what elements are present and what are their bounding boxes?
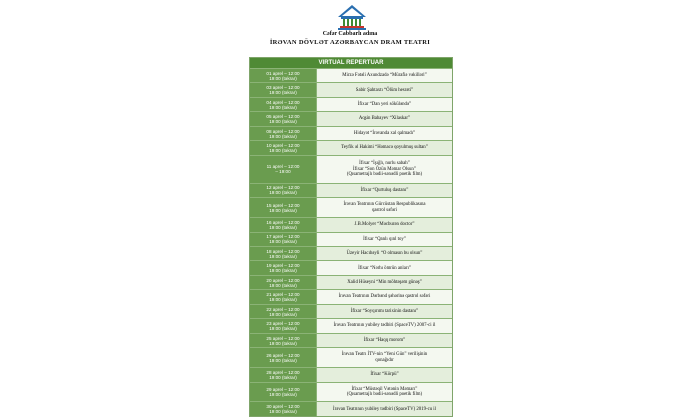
theatre-name-prefix: Cəfər Cabbarlı adına [322,31,378,37]
schedule-event: İrəvan Teatrının Gürcüstan Respublikasına qastrol səfəri [317,198,452,217]
schedule-row [250,232,452,246]
schedule-event: Teyfik əl Hakimi “Həmacə qoyulmuş sultan” [317,141,452,154]
schedule-row [250,333,452,347]
theatre-name: İRƏVAN DÖVLƏT AZƏRBAYCAN DRAM TEATRI [269,39,431,46]
schedule-event: Hidayət “İrəvanda xal qalmadı” [317,127,452,140]
schedule-event: Üzeyir Hacıbəyli “O olmasın bu olsun” [317,247,452,260]
schedule-row [250,382,452,402]
schedule-date: 08 aprel – 12:00 19:00 (təkrar) [250,127,317,140]
schedule-event: İfixar “Soyqırımı tarixinin dastanı” [317,305,452,318]
schedule-row [250,140,452,154]
schedule-row [250,347,452,367]
schedule-event: İfixar “Haqq morom” [317,334,452,347]
schedule-row [250,260,452,274]
schedule-date: 22 aprel – 12:00 19:00 (təkrar) [250,305,317,318]
schedule-date: 20 aprel – 12:00 19:00 (təkrar) [250,276,317,289]
schedule-event: İfixar “Dan yeri söküləndə” [317,98,452,111]
schedule-row [250,367,452,381]
schedule-date: 18 aprel – 12:00 19:00 (təkrar) [250,247,317,260]
schedule-date: 04 aprel – 12:00 19:00 (təkrar) [250,98,317,111]
schedule-date: 25 aprel – 12:00 19:00 (təkrar) [250,334,317,347]
schedule-event: İfixar “Nərhı ömrün anları” [317,261,452,274]
schedule-event: İrəvan Teatrının yubiley tədbiri (SpaceTV) 2019-cu il [317,402,452,415]
schedule-row [250,183,452,197]
schedule-event: İfixar “Müstəqil Vətənin Məmarı” (Qısametrajlı bədii-sənədli poetik film) [317,383,452,402]
schedule-date: 11 aprel – 12:00 – 19:00 [250,156,317,183]
schedule-row [250,111,452,125]
theatre-logo [336,3,368,31]
schedule-date: 10 aprel – 12:00 19:00 (təkrar) [250,141,317,154]
schedule-rows [250,68,452,416]
schedule-row [250,275,452,289]
schedule-date: 30 aprel – 12:00 19:00 (təkrar) [250,402,317,415]
schedule-date: 17 aprel – 12:00 19:00 (təkrar) [250,233,317,246]
schedule-event: İrəvan Teatrı İTV-nin “Yeni Gün” verilişinin qonağıdır [317,348,452,367]
schedule-date: 26 aprel – 12:00 19:00 (təkrar) [250,348,317,367]
schedule-row [250,82,452,96]
schedule-date: 03 aprel – 12:00 19:00 (təkrar) [250,83,317,96]
schedule-event: İfixar “Qanlı qınl toy” [317,233,452,246]
schedule-date: 16 aprel – 12:00 19:00 (təkrar) [250,218,317,231]
schedule-event: J.B.Molyer “Məcburən doctor” [317,218,452,231]
schedule-date: 12 aprel – 12:00 19:00 (təkrar) [250,184,317,197]
schedule-date: 29 aprel – 12:00 19:00 (təkrar) [250,383,317,402]
schedule-event: İfixar “İşığlı, nurlu sabah” İfixar “Son Özün Məmar Olsun” (Qısametrajlı bədii-sənədli poetik film) [317,156,452,183]
schedule-date: 21 aprel – 12:00 19:00 (təkrar) [250,290,317,303]
schedule-date: 19 aprel – 12:00 19:00 (təkrar) [250,261,317,274]
theatre-building-icon [336,3,368,31]
schedule-title: VIRTUAL REPERTUAR [250,58,452,68]
schedule-event: İrəvan Teatrının Dərbənd şəhərinə qastrol səfəri [317,290,452,303]
schedule-row [250,318,452,332]
schedule-row [250,126,452,140]
schedule-row [250,304,452,318]
schedule-row [250,401,452,415]
schedule-event: Sabir Şahtaxtı “Ölüm hesrəti” [317,83,452,96]
schedule-row [250,246,452,260]
schedule-row [250,289,452,303]
schedule-row [250,155,452,183]
schedule-date: 23 aprel – 12:00 19:00 (təkrar) [250,319,317,332]
schedule-date: 28 aprel – 12:00 19:00 (təkrar) [250,368,317,381]
schedule-table [249,57,453,417]
schedule-row [250,97,452,111]
schedule-event: İfixar “Qurtuluş dastanı” [317,184,452,197]
schedule-date: 05 aprel – 12:00 19:00 (təkrar) [250,112,317,125]
schedule-date: 01 aprel – 12:00 19:00 (təkrar) [250,69,317,82]
schedule-row [250,68,452,82]
schedule-event: İfixar “Körpü” [317,368,452,381]
schedule-date: 15 aprel – 12:00 19:00 (təkrar) [250,198,317,217]
schedule-row [250,217,452,231]
schedule-event: Xalid Hüseyni “Min möhtəşəm günəş” [317,276,452,289]
schedule-event: Aqşin Babayev “Xilaskar” [317,112,452,125]
schedule-event: Mirzə Fətəli Axundzadə “Mürafiə vəkilləri” [317,69,452,82]
schedule-event: İrəvan Teatrının yubiley tədbiri (SpaceTV) 2007-ci il [317,319,452,332]
schedule-row [250,197,452,217]
